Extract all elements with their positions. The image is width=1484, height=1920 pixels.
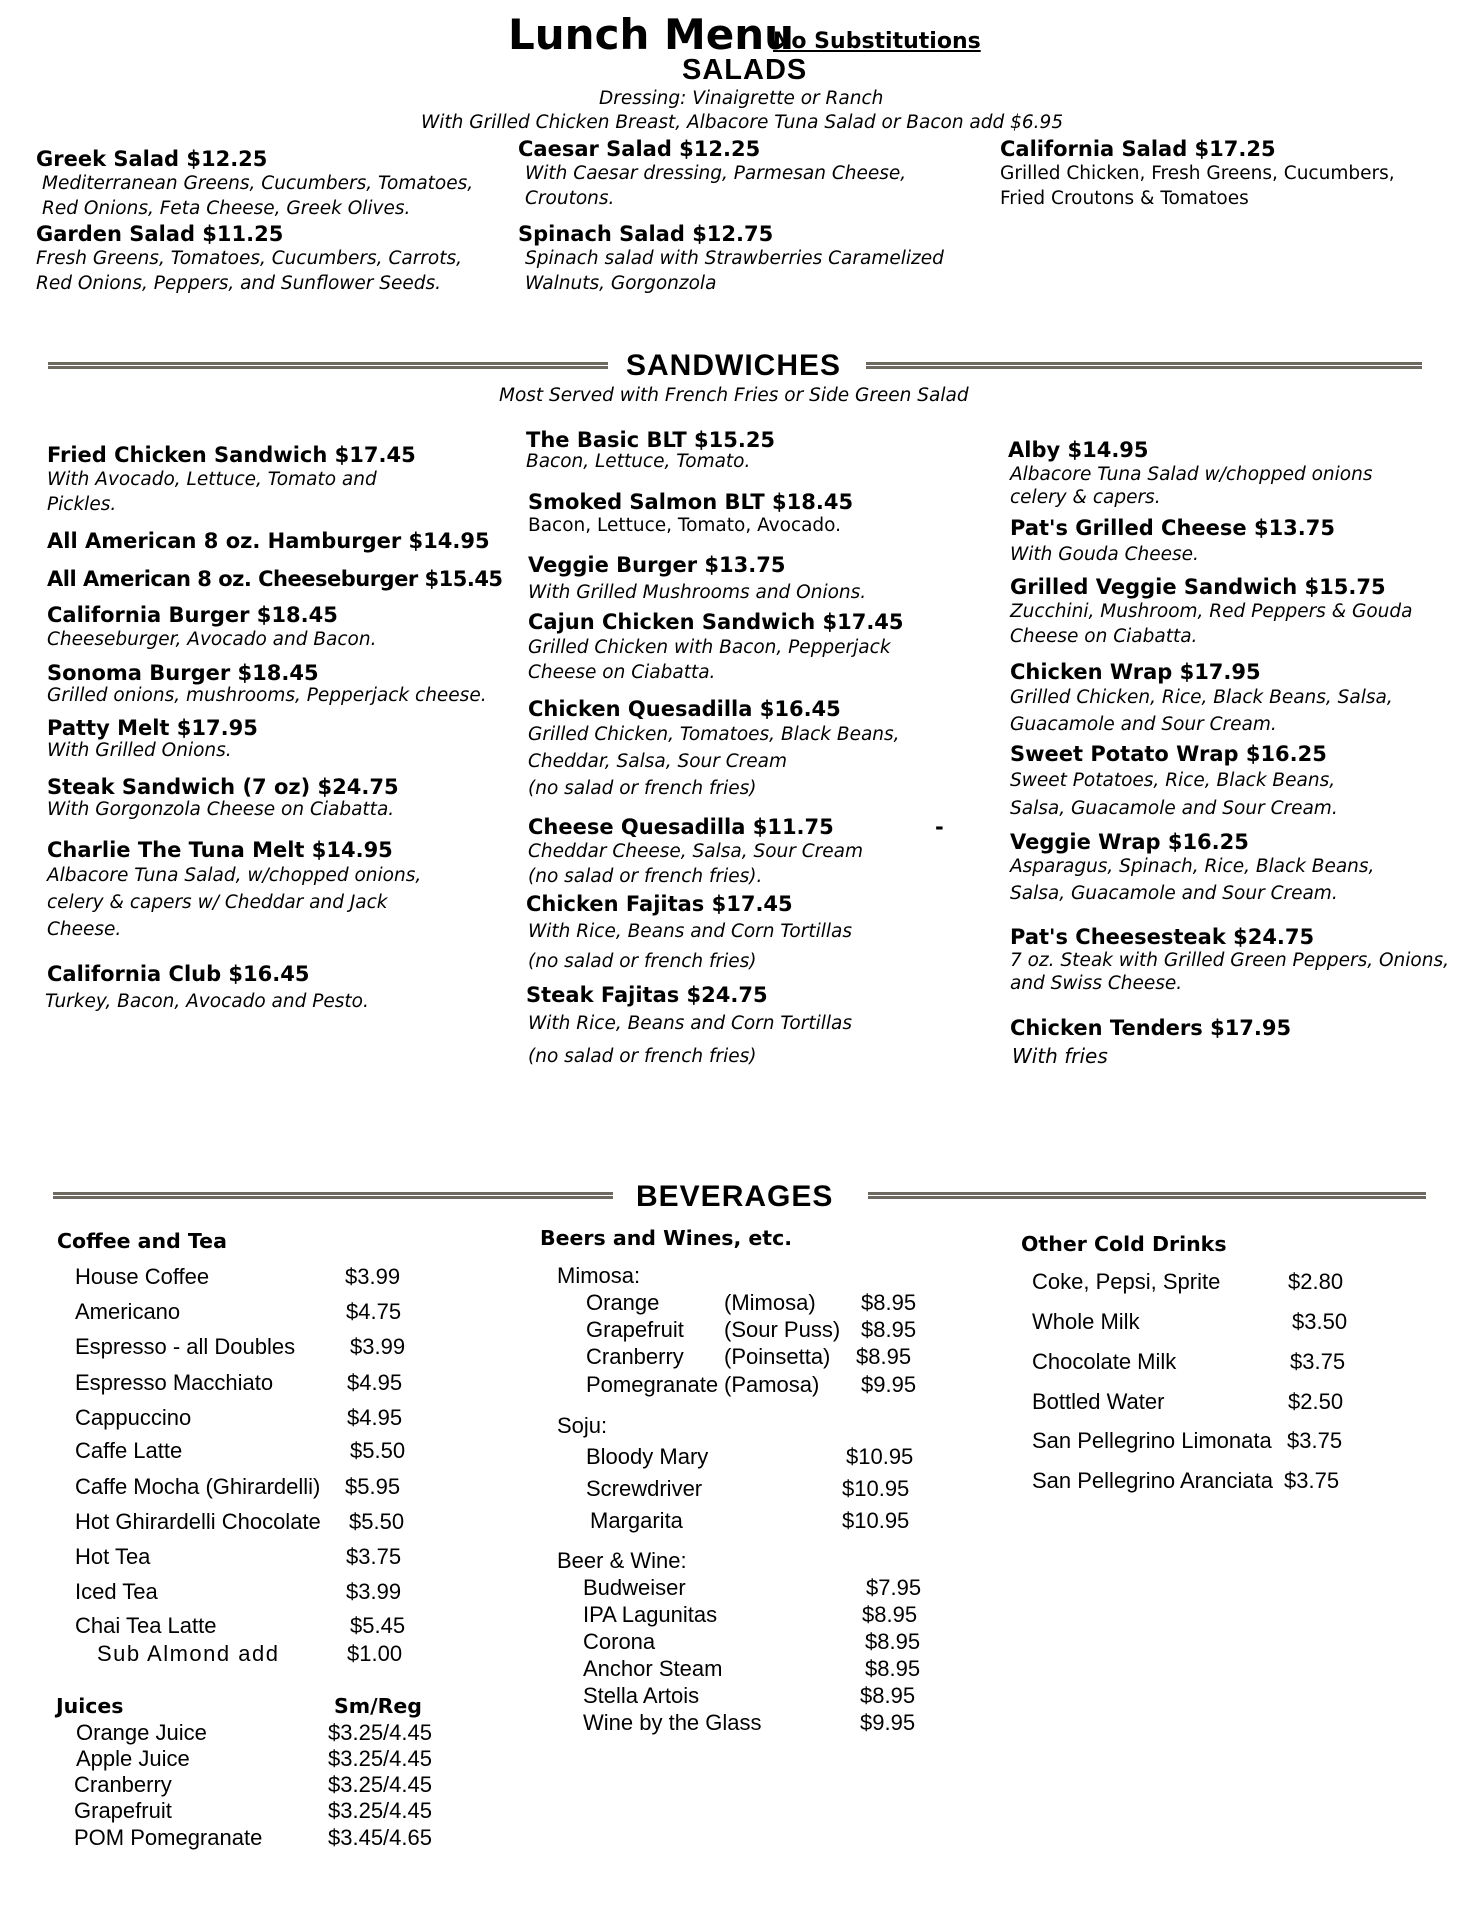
sandwich-desc: (no salad or french fries) xyxy=(528,1046,757,1067)
salad-item xyxy=(518,137,906,211)
drink-name: Orange xyxy=(586,1290,660,1315)
drink-name: Hot Ghirardelli Chocolate xyxy=(75,1509,321,1534)
drink-price: $3.99 xyxy=(346,1579,402,1604)
drink-alias: (Poinsetta) xyxy=(724,1344,831,1369)
sandwich-name: Sweet Potato Wrap $16.25 xyxy=(1010,742,1327,766)
salad-desc: Croutons. xyxy=(525,188,615,209)
sandwich-desc: Bacon, Lettuce, Tomato. xyxy=(526,451,751,472)
sandwich-desc: celery & capers. xyxy=(1010,487,1161,508)
salads-dressing-note: Dressing: Vinaigrette or Ranch xyxy=(599,88,884,109)
drink-price: $3.75 xyxy=(1290,1349,1346,1374)
sandwich-name: Steak Fajitas $24.75 xyxy=(526,983,768,1007)
salad-desc: Mediterranean Greens, Cucumbers, Tomatoes, xyxy=(42,173,474,194)
sandwich-desc: Guacamole and Sour Cream. xyxy=(1010,714,1277,735)
sandwich-desc: and Swiss Cheese. xyxy=(1010,973,1183,994)
drink-name: Caffe Mocha (Ghirardelli) xyxy=(75,1474,321,1499)
salad-item xyxy=(36,147,473,221)
sandwich-desc: With Gorgonzola Cheese on Ciabatta. xyxy=(47,799,395,820)
page-subtitle: No Substitutions xyxy=(773,29,981,54)
drink-price: $3.99 xyxy=(345,1264,401,1289)
sandwich-item xyxy=(526,428,775,472)
sandwich-item xyxy=(47,775,399,820)
drink-price: $3.75 xyxy=(1284,1468,1340,1493)
drink-price: $7.95 xyxy=(866,1575,922,1600)
drink-price: $3.50 xyxy=(1292,1309,1348,1334)
drink-name: Stella Artois xyxy=(583,1683,700,1708)
sandwich-name: Chicken Tenders $17.95 xyxy=(1010,1016,1292,1040)
sandwich-name: Patty Melt $17.95 xyxy=(47,716,258,740)
salad-desc: Walnuts, Gorgonzola xyxy=(525,273,717,294)
sandwich-desc: Cheese on Ciabatta. xyxy=(528,662,716,683)
salad-name: Spinach Salad $12.75 xyxy=(518,222,774,246)
drink-name: Screwdriver xyxy=(586,1476,703,1501)
sandwich-item xyxy=(45,962,369,1018)
sandwich-desc: With Rice, Beans and Corn Tortillas xyxy=(528,1013,852,1034)
sandwich-desc: Grilled Chicken, Tomatoes, Black Beans, xyxy=(528,724,900,745)
drink-price: $3.99 xyxy=(350,1334,406,1359)
sandwich-name: Grilled Veggie Sandwich $15.75 xyxy=(1010,575,1386,599)
sandwich-item xyxy=(47,716,258,761)
salad-desc: Fried Croutons & Tomatoes xyxy=(1000,188,1249,209)
drink-name: Chocolate Milk xyxy=(1032,1349,1177,1374)
sandwich-desc: Asparagus, Spinach, Rice, Black Beans, xyxy=(1010,856,1375,877)
drink-price: $3.25/4.45 xyxy=(328,1746,432,1771)
section-rule-left xyxy=(53,1192,613,1199)
sandwich-item xyxy=(528,697,900,802)
drink-price: $2.80 xyxy=(1288,1269,1344,1294)
salad-desc: Spinach salad with Strawberries Caramelized xyxy=(525,248,944,269)
coffee-tea-heading: Coffee and Tea xyxy=(57,1229,227,1253)
drink-name: Wine by the Glass xyxy=(583,1710,762,1735)
drink-price: $10.95 xyxy=(842,1508,910,1533)
sandwich-name: Pat's Grilled Cheese $13.75 xyxy=(1010,516,1335,540)
juices-size-label: Sm/Reg xyxy=(334,1694,422,1718)
sandwich-item xyxy=(1010,660,1393,738)
sandwich-desc: With Rice, Beans and Corn Tortillas xyxy=(528,921,852,942)
drink-price: $8.95 xyxy=(860,1683,916,1708)
sandwich-name: Charlie The Tuna Melt $14.95 xyxy=(47,838,393,862)
beverages-heading: BEVERAGES xyxy=(636,1180,834,1213)
drink-name: Chai Tea Latte xyxy=(75,1613,217,1638)
drink-price: $3.75 xyxy=(1287,1428,1343,1453)
sandwich-desc: Grilled Chicken with Bacon, Pepperjack xyxy=(528,637,891,658)
salad-item xyxy=(518,222,944,296)
sandwich-item xyxy=(528,610,904,684)
drink-name: Iced Tea xyxy=(75,1579,158,1604)
stray-dash: - xyxy=(935,815,944,839)
beer-wine-label: Beer & Wine: xyxy=(557,1548,687,1573)
drink-name: Margarita xyxy=(590,1508,683,1533)
drink-price: $9.95 xyxy=(860,1710,916,1735)
drink-name: Espresso Macchiato xyxy=(75,1370,274,1395)
cold-drinks-heading: Other Cold Drinks xyxy=(1021,1232,1227,1256)
sandwich-name: Steak Sandwich (7 oz) $24.75 xyxy=(47,775,399,799)
drink-name: Espresso - all Doubles xyxy=(75,1334,296,1359)
sandwich-name: Cajun Chicken Sandwich $17.45 xyxy=(528,610,904,634)
sandwich-item xyxy=(526,983,852,1073)
drink-name: Cranberry xyxy=(74,1772,172,1797)
sandwich-name: California Burger $18.45 xyxy=(47,603,338,627)
drink-name: San Pellegrino Limonata xyxy=(1032,1428,1272,1453)
drink-price: $3.75 xyxy=(346,1544,402,1569)
mimosa-label: Mimosa: xyxy=(557,1263,641,1288)
salad-desc: With Caesar dressing, Parmesan Cheese, xyxy=(525,163,907,184)
sandwich-name: Chicken Wrap $17.95 xyxy=(1010,660,1261,684)
salad-item xyxy=(36,222,462,296)
sandwich-item xyxy=(47,838,421,943)
sandwich-desc: (no salad or french fries) xyxy=(528,951,757,972)
sandwich-name: The Basic BLT $15.25 xyxy=(526,428,776,452)
sandwich-item xyxy=(526,892,852,976)
drink-alias: (Mimosa) xyxy=(724,1290,816,1315)
sandwich-item xyxy=(47,603,376,652)
sandwich-item xyxy=(1010,925,1449,995)
drink-name: Caffe Latte xyxy=(75,1438,183,1463)
section-rule-left xyxy=(48,362,608,369)
sandwich-desc: Salsa, Guacamole and Sour Cream. xyxy=(1010,883,1338,904)
sandwiches-note: Most Served with French Fries or Side Green Salad xyxy=(499,385,969,406)
sandwich-desc: Salsa, Guacamole and Sour Cream. xyxy=(1010,798,1338,819)
sandwich-desc: With Gouda Cheese. xyxy=(1010,544,1199,565)
sandwich-name: Cheese Quesadilla $11.75 xyxy=(528,815,834,839)
drink-price: $4.75 xyxy=(346,1299,402,1324)
sandwich-item xyxy=(1010,742,1338,822)
drink-price: $8.95 xyxy=(865,1629,921,1654)
drink-alias: (Pamosa) xyxy=(724,1372,820,1397)
sandwich-desc: 7 oz. Steak with Grilled Green Peppers, Onions, xyxy=(1010,950,1449,971)
drink-name: Orange Juice xyxy=(76,1720,207,1745)
drink-name: IPA Lagunitas xyxy=(583,1602,718,1627)
drink-name: Corona xyxy=(583,1629,656,1654)
sandwich-desc: Grilled onions, mushrooms, Pepperjack cheese. xyxy=(47,685,487,706)
sandwich-desc: Albacore Tuna Salad w/chopped onions xyxy=(1010,464,1373,485)
section-rule-right xyxy=(868,1192,1426,1199)
salad-desc: Red Onions, Peppers, and Sunflower Seeds. xyxy=(36,273,442,294)
drink-name: Bloody Mary xyxy=(586,1444,709,1469)
sandwich-desc: Cheese on Ciabatta. xyxy=(1010,626,1198,647)
sandwich-desc: (no salad or french fries). xyxy=(528,866,763,887)
drink-name: Anchor Steam xyxy=(583,1656,723,1681)
sandwich-desc: Turkey, Bacon, Avocado and Pesto. xyxy=(45,991,369,1012)
sandwich-item xyxy=(528,490,853,538)
sandwich-desc: Grilled Chicken, Rice, Black Beans, Salsa, xyxy=(1010,687,1393,708)
sandwich-desc: With Grilled Mushrooms and Onions. xyxy=(528,582,867,603)
salads-heading: SALADS xyxy=(682,54,808,86)
drink-price: $3.25/4.45 xyxy=(328,1772,432,1797)
sandwich-item xyxy=(1010,575,1412,649)
sandwich-name: Veggie Burger $13.75 xyxy=(528,553,786,577)
sandwich-desc: With fries xyxy=(1012,1044,1108,1068)
sandwich-name: Chicken Fajitas $17.45 xyxy=(526,892,793,916)
drink-price: $3.45/4.65 xyxy=(328,1825,432,1850)
drink-price: $3.25/4.45 xyxy=(328,1798,432,1823)
drink-name: Apple Juice xyxy=(76,1746,190,1771)
drink-price: $2.50 xyxy=(1288,1389,1344,1414)
sandwich-item xyxy=(528,815,863,889)
salad-name: Garden Salad $11.25 xyxy=(36,222,284,246)
sandwich-desc: Bacon, Lettuce, Tomato, Avocado. xyxy=(528,515,842,536)
sandwich-name: Veggie Wrap $16.25 xyxy=(1010,830,1249,854)
sandwich-name: Chicken Quesadilla $16.45 xyxy=(528,697,841,721)
sandwich-desc: Cheese. xyxy=(47,919,122,940)
sandwich-desc: celery & capers w/ Cheddar and Jack xyxy=(47,892,388,913)
drink-name: Cappuccino xyxy=(75,1405,192,1430)
sandwich-item xyxy=(1010,1016,1291,1072)
sandwich-desc: Zucchini, Mushroom, Red Peppers & Gouda xyxy=(1010,601,1413,622)
sandwich-desc: Cheddar, Salsa, Sour Cream xyxy=(528,751,788,772)
drink-price: $5.50 xyxy=(349,1509,405,1534)
drink-name: Bottled Water xyxy=(1032,1389,1165,1414)
section-rule-right xyxy=(866,362,1422,369)
sandwich-name: Pat's Cheesesteak $24.75 xyxy=(1010,925,1315,949)
drink-name: House Coffee xyxy=(75,1264,210,1289)
drink-name: POM Pomegranate xyxy=(74,1825,263,1850)
salad-name: California Salad $17.25 xyxy=(1000,137,1276,161)
drink-price: $8.95 xyxy=(861,1290,917,1315)
drink-name: San Pellegrino Aranciata xyxy=(1032,1468,1273,1493)
drink-name: Americano xyxy=(75,1299,181,1324)
sandwich-item xyxy=(47,661,487,706)
drink-name: Whole Milk xyxy=(1032,1309,1140,1334)
drink-name: Budweiser xyxy=(583,1575,686,1600)
drink-name: Cranberry xyxy=(586,1344,684,1369)
sandwiches-heading: SANDWICHES xyxy=(626,349,842,382)
drink-name: Grapefruit xyxy=(74,1798,172,1823)
drink-price: $8.95 xyxy=(862,1602,918,1627)
drink-price: $10.95 xyxy=(842,1476,910,1501)
sandwich-name: Sonoma Burger $18.45 xyxy=(47,661,319,685)
sandwich-item xyxy=(1010,516,1335,570)
drink-price: $5.50 xyxy=(350,1438,406,1463)
drink-name: Coke, Pepsi, Sprite xyxy=(1032,1269,1221,1294)
drink-price: $8.95 xyxy=(865,1656,921,1681)
drink-price: $1.00 xyxy=(347,1641,403,1666)
drink-name: Pomegranate xyxy=(586,1372,719,1397)
drink-price: $3.25/4.45 xyxy=(328,1720,432,1745)
juices-heading: Juices xyxy=(56,1694,124,1718)
sandwich-desc: Cheddar Cheese, Salsa, Sour Cream xyxy=(528,841,864,862)
salad-item xyxy=(1000,137,1395,211)
drink-name: Sub Almond add xyxy=(97,1641,280,1666)
drink-price: $4.95 xyxy=(347,1405,403,1430)
drink-name: Hot Tea xyxy=(75,1544,151,1569)
sandwich-name: Alby $14.95 xyxy=(1008,438,1149,462)
sandwich-item xyxy=(47,443,416,517)
drink-price: $5.45 xyxy=(350,1613,406,1638)
page-title: Lunch Menu xyxy=(508,10,795,59)
sandwich-desc: (no salad or french fries) xyxy=(528,778,757,799)
sandwich-item xyxy=(528,553,866,609)
sandwich-desc: Albacore Tuna Salad, w/chopped onions, xyxy=(47,865,422,886)
sandwich-desc: With Avocado, Lettuce, Tomato and xyxy=(47,469,377,490)
sandwich-desc: With Grilled Onions. xyxy=(47,740,232,761)
salad-name: Caesar Salad $12.25 xyxy=(518,137,761,161)
salad-desc: Red Onions, Feta Cheese, Greek Olives. xyxy=(42,198,411,219)
salad-desc: Grilled Chicken, Fresh Greens, Cucumbers, xyxy=(1000,163,1395,184)
sandwich-name: All American 8 oz. Cheeseburger $15.45 xyxy=(47,567,503,591)
drink-price: $9.95 xyxy=(861,1372,917,1397)
drink-price: $8.95 xyxy=(861,1317,917,1342)
salads-addon-note: With Grilled Chicken Breast, Albacore Tuna Salad or Bacon add $6.95 xyxy=(421,112,1064,133)
drink-alias: (Sour Puss) xyxy=(724,1317,841,1342)
sandwich-name: Smoked Salmon BLT $18.45 xyxy=(528,490,854,514)
sandwich-item xyxy=(1008,438,1372,509)
drink-name: Grapefruit xyxy=(586,1317,684,1342)
sandwich-item xyxy=(1010,830,1374,908)
sandwich-desc: Cheeseburger, Avocado and Bacon. xyxy=(47,629,377,650)
drink-price: $5.95 xyxy=(345,1474,401,1499)
drink-price: $4.95 xyxy=(347,1370,403,1395)
sandwich-name: California Club $16.45 xyxy=(47,962,310,986)
soju-label: Soju: xyxy=(557,1413,608,1438)
beers-wines-heading: Beers and Wines, etc. xyxy=(540,1226,793,1250)
drink-price: $8.95 xyxy=(856,1344,912,1369)
sandwich-desc: Sweet Potatoes, Rice, Black Beans, xyxy=(1010,770,1336,791)
salad-desc: Fresh Greens, Tomatoes, Cucumbers, Carrots, xyxy=(36,248,462,269)
sandwich-name: All American 8 oz. Hamburger $14.95 xyxy=(47,529,490,553)
drink-price: $10.95 xyxy=(846,1444,914,1469)
salad-name: Greek Salad $12.25 xyxy=(36,147,268,171)
sandwich-name: Fried Chicken Sandwich $17.45 xyxy=(47,443,416,467)
sandwich-desc: Pickles. xyxy=(47,494,117,515)
